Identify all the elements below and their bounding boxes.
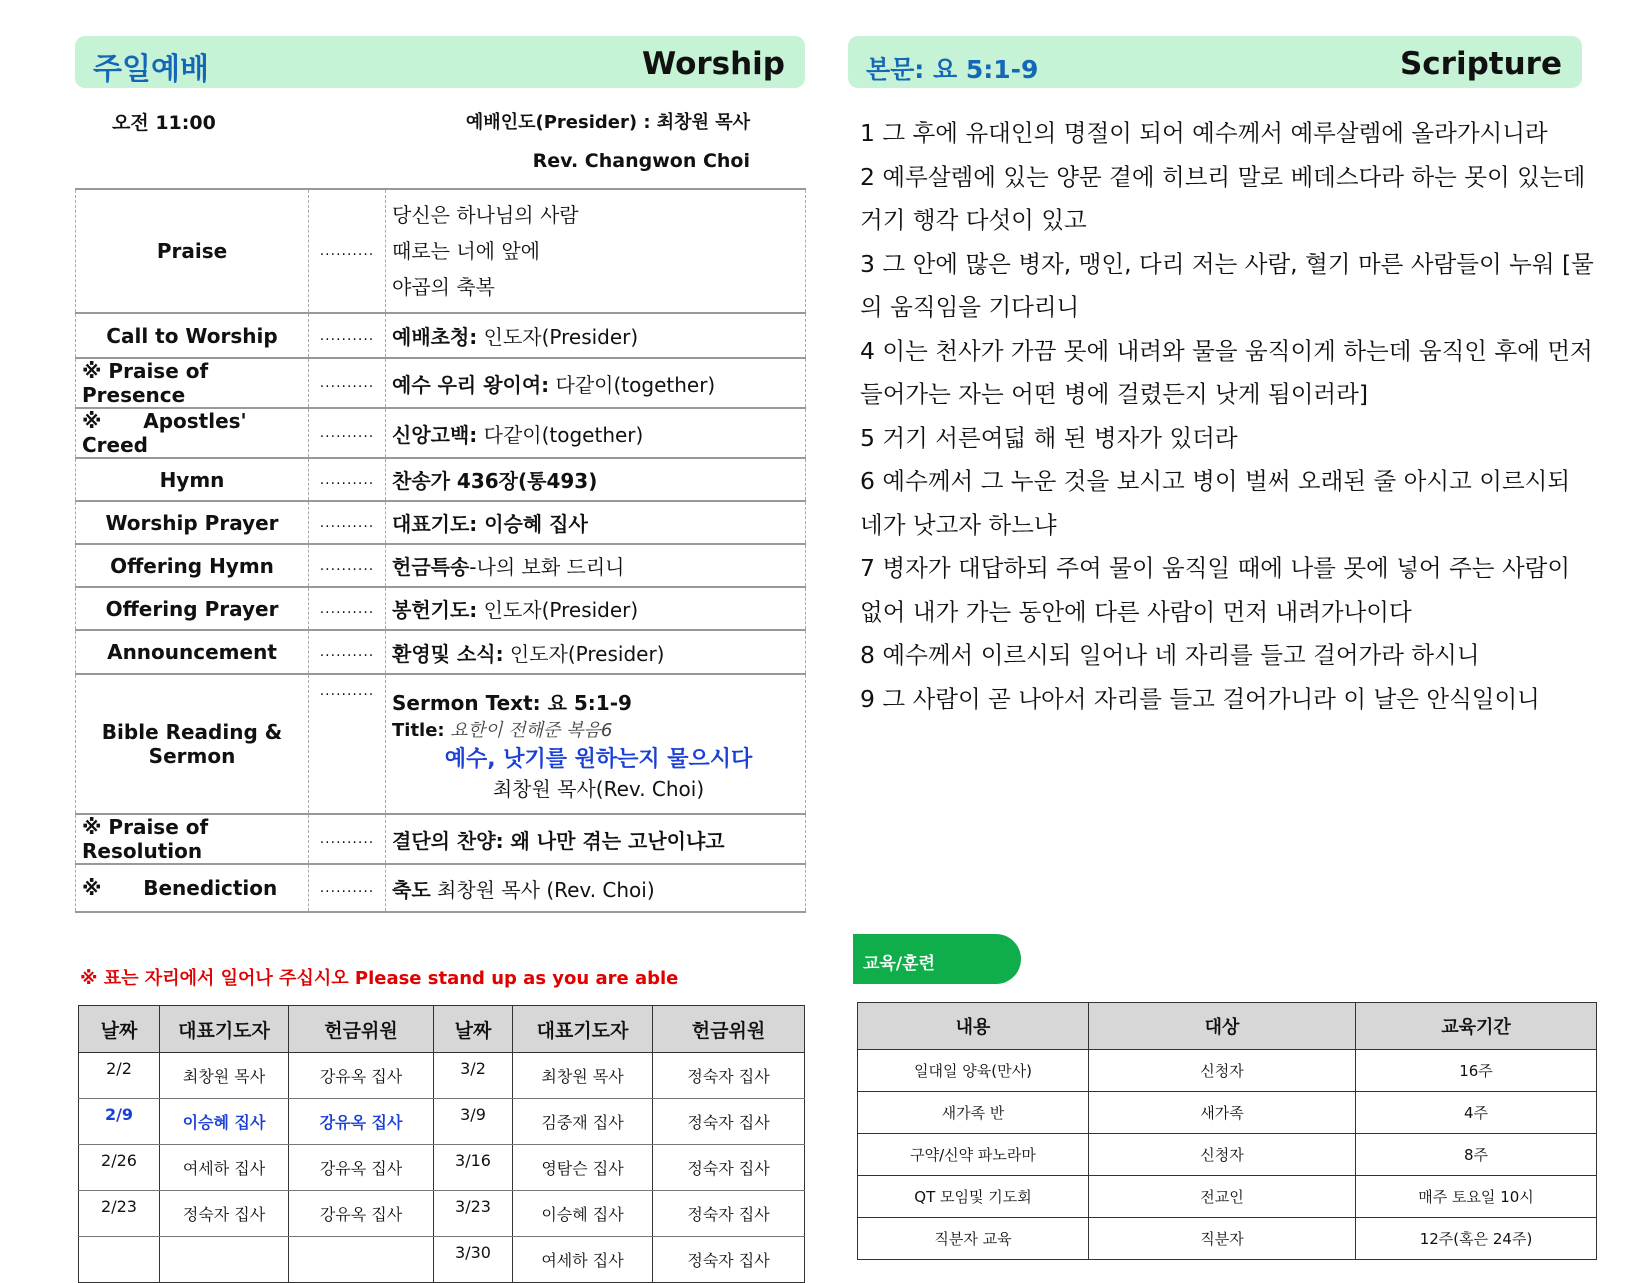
roster-cell: 여세하 집사: [513, 1237, 653, 1283]
scripture-verse: 5 거기 서른여덟 해 된 병자가 있더라: [860, 423, 1238, 452]
order-row-hymn: [76, 458, 806, 501]
worship-title-en: Worship: [641, 46, 785, 82]
roster-cell: 3/23: [434, 1191, 513, 1237]
roster-cell: 강유옥 집사: [289, 1053, 434, 1099]
order-row-worship-prayer: [76, 501, 806, 544]
order-label: Hymn: [76, 458, 309, 501]
scripture-banner: [848, 36, 1582, 88]
roster-header: [79, 1006, 805, 1053]
order-label: Praise of Resolution: [82, 815, 209, 863]
roster-cell: 정숙자 집사: [653, 1145, 805, 1191]
order-label: Offering Hymn: [76, 544, 309, 587]
roster-cell: 2/9: [79, 1099, 160, 1145]
roster-cell: 여세하 집사: [160, 1145, 289, 1191]
roster-cell: 정숙자 집사: [653, 1191, 805, 1237]
roster-cell: 2/2: [79, 1053, 160, 1099]
education-cell: 매주 토요일 10시: [1356, 1176, 1597, 1218]
order-label: Announcement: [76, 630, 309, 674]
order-label: Worship Prayer: [76, 501, 309, 544]
roster-cell: 3/9: [434, 1099, 513, 1145]
education-cell: 16주: [1356, 1050, 1597, 1092]
presider-en: Rev. Changwon Choi: [532, 150, 750, 172]
roster-cell: 최창원 목사: [160, 1053, 289, 1099]
education-cell: QT 모임및 기도회: [858, 1176, 1089, 1218]
education-row: [858, 1218, 1597, 1260]
roster-row: [79, 1237, 805, 1283]
sermon-title-label: Title:: [392, 719, 445, 741]
order-row-resolution: [76, 814, 806, 864]
education-cell: 전교인: [1089, 1176, 1356, 1218]
order-row-praise: [76, 189, 806, 313]
education-cell: 12주(혹은 24주): [1356, 1218, 1597, 1260]
education-tag: [853, 934, 1021, 984]
stand-mark: ※: [82, 409, 102, 433]
leader-dots: ..........: [309, 674, 386, 814]
order-row-sermon: [76, 674, 806, 814]
order-item-text: 인도자(Presider): [503, 641, 665, 666]
education-header: [858, 1003, 1597, 1050]
order-item-bold: 신앙고백:: [392, 422, 478, 447]
roster-cell: 정숙자 집사: [653, 1237, 805, 1283]
scripture-verse: 8 예수께서 이르시되 일어나 네 자리를 들고 걸어가라 하시니: [860, 641, 1480, 669]
roster-cell: 2/23: [79, 1191, 160, 1237]
roster-cell: 정숙자 집사: [653, 1099, 805, 1145]
roster-header-cell: 헌금위원: [289, 1006, 434, 1053]
roster-cell: [289, 1237, 434, 1283]
roster-header-cell: 헌금위원: [653, 1006, 805, 1053]
education-row: [858, 1176, 1597, 1218]
roster-cell: 이승혜 집사: [160, 1099, 289, 1145]
order-item-bold: 예배초청:: [392, 325, 478, 349]
roster-cell: 3/16: [434, 1145, 513, 1191]
education-header-cell: 내용: [858, 1003, 1089, 1050]
order-item-bold: 봉헌기도:: [392, 598, 478, 622]
order-label: Benediction: [143, 876, 278, 900]
praise-song: 당신은 하나님의 사람: [392, 203, 579, 227]
education-cell: 직분자: [1089, 1218, 1356, 1260]
roster-cell: [79, 1237, 160, 1283]
order-item-bold: 환영및 소식:: [392, 641, 504, 666]
service-time: 오전 11:00: [112, 112, 216, 134]
roster-header-cell: 날짜: [434, 1006, 513, 1053]
scripture-verse: 1 그 후에 유대인의 명절이 되어 예수께서 예루살렘에 올라가시니라: [860, 119, 1548, 147]
order-item-text: 인도자(Presider): [477, 325, 639, 349]
sermon-main-title: 예수, 낫기를 원하는지 물으시다: [444, 746, 753, 772]
duty-roster: [78, 1005, 805, 1283]
sermon-pastor: 최창원 목사(Rev. Choi): [492, 776, 705, 801]
education-cell: 8주: [1356, 1134, 1597, 1176]
sermon-text: Sermon Text: 요 5:1-9: [392, 690, 632, 715]
education-cell: 직분자 교육: [858, 1218, 1089, 1260]
roster-row: [79, 1053, 805, 1099]
leader-dots: ..........: [309, 814, 386, 864]
scripture-text: [860, 112, 1600, 721]
education-cell: 구약/신약 파노라마: [858, 1134, 1089, 1176]
scripture-verse: 2 예루살렘에 있는 양문 곁에 히브리 말로 베데스다라 하는 못이 있는데 거기 행각 다섯이 있고: [860, 162, 1586, 234]
order-row-benediction: [76, 864, 806, 912]
roster-cell: 김중재 집사: [513, 1099, 653, 1145]
roster-cell: 3/2: [434, 1053, 513, 1099]
order-row-presence: [76, 358, 806, 408]
leader-dots: ..........: [309, 544, 386, 587]
leader-dots: ..........: [309, 630, 386, 674]
worship-banner: [75, 36, 805, 88]
leader-dots: ..........: [309, 189, 386, 313]
scripture-verse: 3 그 안에 많은 병자, 맹인, 다리 저는 사람, 혈기 마른 사람들이 누워 [물의 움직임을 기다리니: [860, 249, 1594, 321]
roster-row: [79, 1191, 805, 1237]
leader-dots: ..........: [309, 313, 386, 358]
leader-dots: ..........: [309, 358, 386, 408]
education-row: [858, 1134, 1597, 1176]
order-item-text: -나의 보화 드리니: [469, 555, 625, 579]
roster-cell: 강유옥 집사: [289, 1191, 434, 1237]
worship-title-kr: 주일예배: [93, 52, 209, 87]
order-item-text: 최창원 목사 (Rev. Choi): [430, 877, 655, 902]
education-cell: 일대일 양육(만사): [858, 1050, 1089, 1092]
roster-header-cell: 대표기도자: [160, 1006, 289, 1053]
roster-cell: 3/30: [434, 1237, 513, 1283]
order-item-bold: 결단의 찬양: 왜 나만 겪는 고난이냐고: [386, 814, 806, 864]
order-label: Praise of Presence: [82, 359, 209, 407]
roster-cell: 이승혜 집사: [513, 1191, 653, 1237]
education-cell: 4주: [1356, 1092, 1597, 1134]
scripture-verse: 7 병자가 대답하되 주여 물이 움직일 때에 나를 못에 넣어 주는 사람이 없어 내가 가는 동안에 다른 사람이 먼저 내려가나이다: [860, 554, 1571, 626]
roster-row: [79, 1099, 805, 1145]
order-item-bold: 예수 우리 왕이여:: [392, 372, 550, 397]
order-row-creed: [76, 408, 806, 458]
education-table: [857, 1002, 1597, 1260]
stand-mark: ※: [82, 359, 102, 383]
order-item-text: 다같이(together): [549, 372, 716, 397]
sermon-title: 요한이 전해준 복음6: [444, 719, 613, 741]
education-cell: 새가족: [1089, 1092, 1356, 1134]
praise-song: 야곱의 축복: [392, 275, 495, 299]
roster-cell: 정숙자 집사: [160, 1191, 289, 1237]
order-item-bold: 헌금특송: [392, 555, 470, 579]
order-item-bold: 대표기도: 이승혜 집사: [386, 501, 806, 544]
order-label: Bible Reading &: [101, 720, 283, 744]
roster-cell: [160, 1237, 289, 1283]
order-label: Apostles' Creed: [82, 409, 247, 457]
roster-row: [79, 1145, 805, 1191]
order-label: Call to Worship: [76, 313, 309, 358]
order-label: Sermon: [148, 744, 236, 768]
leader-dots: ..........: [309, 501, 386, 544]
education-header-cell: 대상: [1089, 1003, 1356, 1050]
roster-cell: 영탐슨 집사: [513, 1145, 653, 1191]
roster-cell: 2/26: [79, 1145, 160, 1191]
stand-mark: ※: [82, 876, 102, 900]
order-row-offering-hymn: [76, 544, 806, 587]
education-header-cell: 교육기간: [1356, 1003, 1597, 1050]
education-row: [858, 1092, 1597, 1134]
leader-dots: ..........: [309, 458, 386, 501]
leader-dots: ..........: [309, 864, 386, 912]
order-label: Praise: [76, 189, 309, 313]
order-label: Offering Prayer: [76, 587, 309, 630]
scripture-verse: 9 그 사람이 곧 나아서 자리를 들고 걸어가니라 이 날은 안식일이니: [860, 684, 1540, 713]
stand-mark: ※: [82, 815, 102, 839]
education-cell: 신청자: [1089, 1134, 1356, 1176]
scripture-verse: 6 예수께서 그 누운 것을 보시고 병이 벌써 오래된 줄 아시고 이르시되 네가 낫고자 하느냐: [860, 467, 1571, 539]
scripture-verse: 4 이는 천사가 가끔 못에 내려와 물을 움직이게 하는데 움직인 후에 먼저 들어가는 자는 어떤 병에 걸렸든지 낫게 됨이러라]: [860, 336, 1593, 408]
praise-song: 때로는 너에 앞에: [392, 239, 540, 263]
order-item-bold: 축도: [392, 877, 431, 902]
education-cell: 새가족 반: [858, 1092, 1089, 1134]
roster-cell: 강유옥 집사: [289, 1145, 434, 1191]
leader-dots: ..........: [309, 408, 386, 458]
roster-header-cell: 날짜: [79, 1006, 160, 1053]
education-row: [858, 1050, 1597, 1092]
order-row-announcement: [76, 630, 806, 674]
order-row-offering-prayer: [76, 587, 806, 630]
scripture-title-en: Scripture: [1399, 46, 1562, 82]
presider: 예배인도(Presider) : 최창원 목사: [465, 112, 750, 133]
roster-cell: 최창원 목사: [513, 1053, 653, 1099]
scripture-ref: 본문: 요 5:1-9: [866, 55, 1039, 84]
roster-cell: 정숙자 집사: [653, 1053, 805, 1099]
leader-dots: ..........: [309, 587, 386, 630]
education-tag-label: 교육/훈련: [863, 954, 935, 974]
education-cell: 신청자: [1089, 1050, 1356, 1092]
order-item-text: 인도자(Presider): [477, 598, 639, 622]
order-item-text: 다같이(together): [477, 422, 644, 447]
order-of-worship: [75, 188, 806, 913]
order-row-call: [76, 313, 806, 358]
roster-header-cell: 대표기도자: [513, 1006, 653, 1053]
roster-cell: 강유옥 집사: [289, 1099, 434, 1145]
stand-note: ※ 표는 자리에서 일어나 주십시오 Please stand up as you are able: [80, 968, 679, 989]
order-item-bold: 찬송가 436장(통493): [386, 458, 806, 501]
